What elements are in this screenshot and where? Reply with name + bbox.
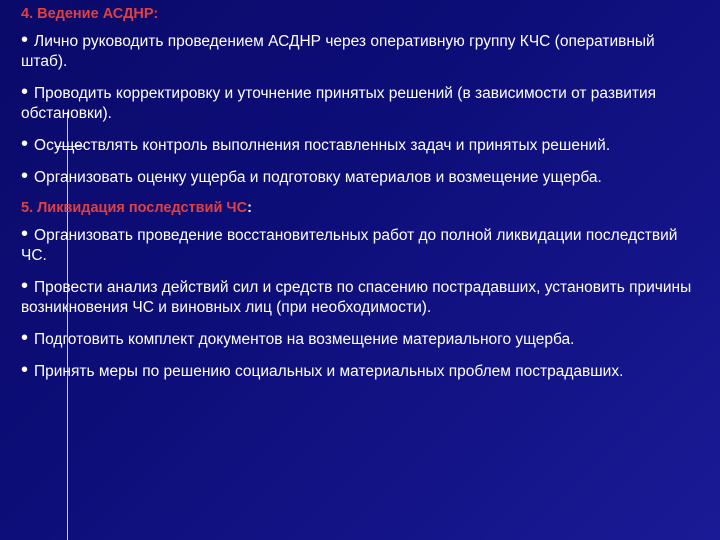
item-text: Провести анализ действий сил и средств по спасению пострадавших, установить причины возникновения ЧС и виновных лиц (при необходимости).	[21, 279, 692, 316]
bullet-icon: •	[21, 81, 29, 103]
item-text: Организовать оценку ущерба и подготовку материалов и возмещение ущерба.	[34, 169, 602, 186]
slide-content	[21, 4, 701, 392]
section-5-item	[21, 224, 701, 266]
bullet-icon: •	[21, 133, 29, 155]
section-4-item	[21, 30, 701, 72]
section-5-item	[21, 276, 701, 318]
bullet-icon: •	[21, 165, 29, 187]
item-text: Принять меры по решению социальных и материальных проблем пострадавших.	[34, 363, 624, 380]
item-text: Осуществлять контроль выполнения поставленных задач и принятых решений.	[34, 137, 611, 154]
item-text: Подготовить комплект документов на возмещение материального ущерба.	[34, 331, 575, 348]
item-text: Проводить корректировку и уточнение принятых решений (в зависимости от развития обстановки).	[21, 85, 656, 122]
section-4-heading: 4. Ведение АСДНР:	[21, 6, 159, 22]
bullet-icon: •	[21, 275, 29, 297]
section-4-item	[21, 134, 701, 156]
bullet-icon: •	[21, 223, 29, 245]
section-5-heading	[21, 198, 701, 218]
bullet-icon: •	[21, 359, 29, 381]
bullet-icon: •	[21, 327, 29, 349]
section-5-item	[21, 360, 701, 382]
section-5-heading-text: 5. Ликвидация последствий ЧС	[21, 200, 248, 216]
item-text: Лично руководить проведением АСДНР через оперативную группу КЧС (оперативный штаб).	[21, 33, 655, 70]
section-5-item	[21, 328, 701, 350]
section-5-heading-colon: :	[247, 200, 252, 216]
section-4-item	[21, 82, 701, 124]
item-text: Организовать проведение восстановительных работ до полной ликвидации последствий ЧС.	[21, 227, 678, 264]
section-4-item	[21, 166, 701, 188]
bullet-icon: •	[21, 29, 29, 51]
